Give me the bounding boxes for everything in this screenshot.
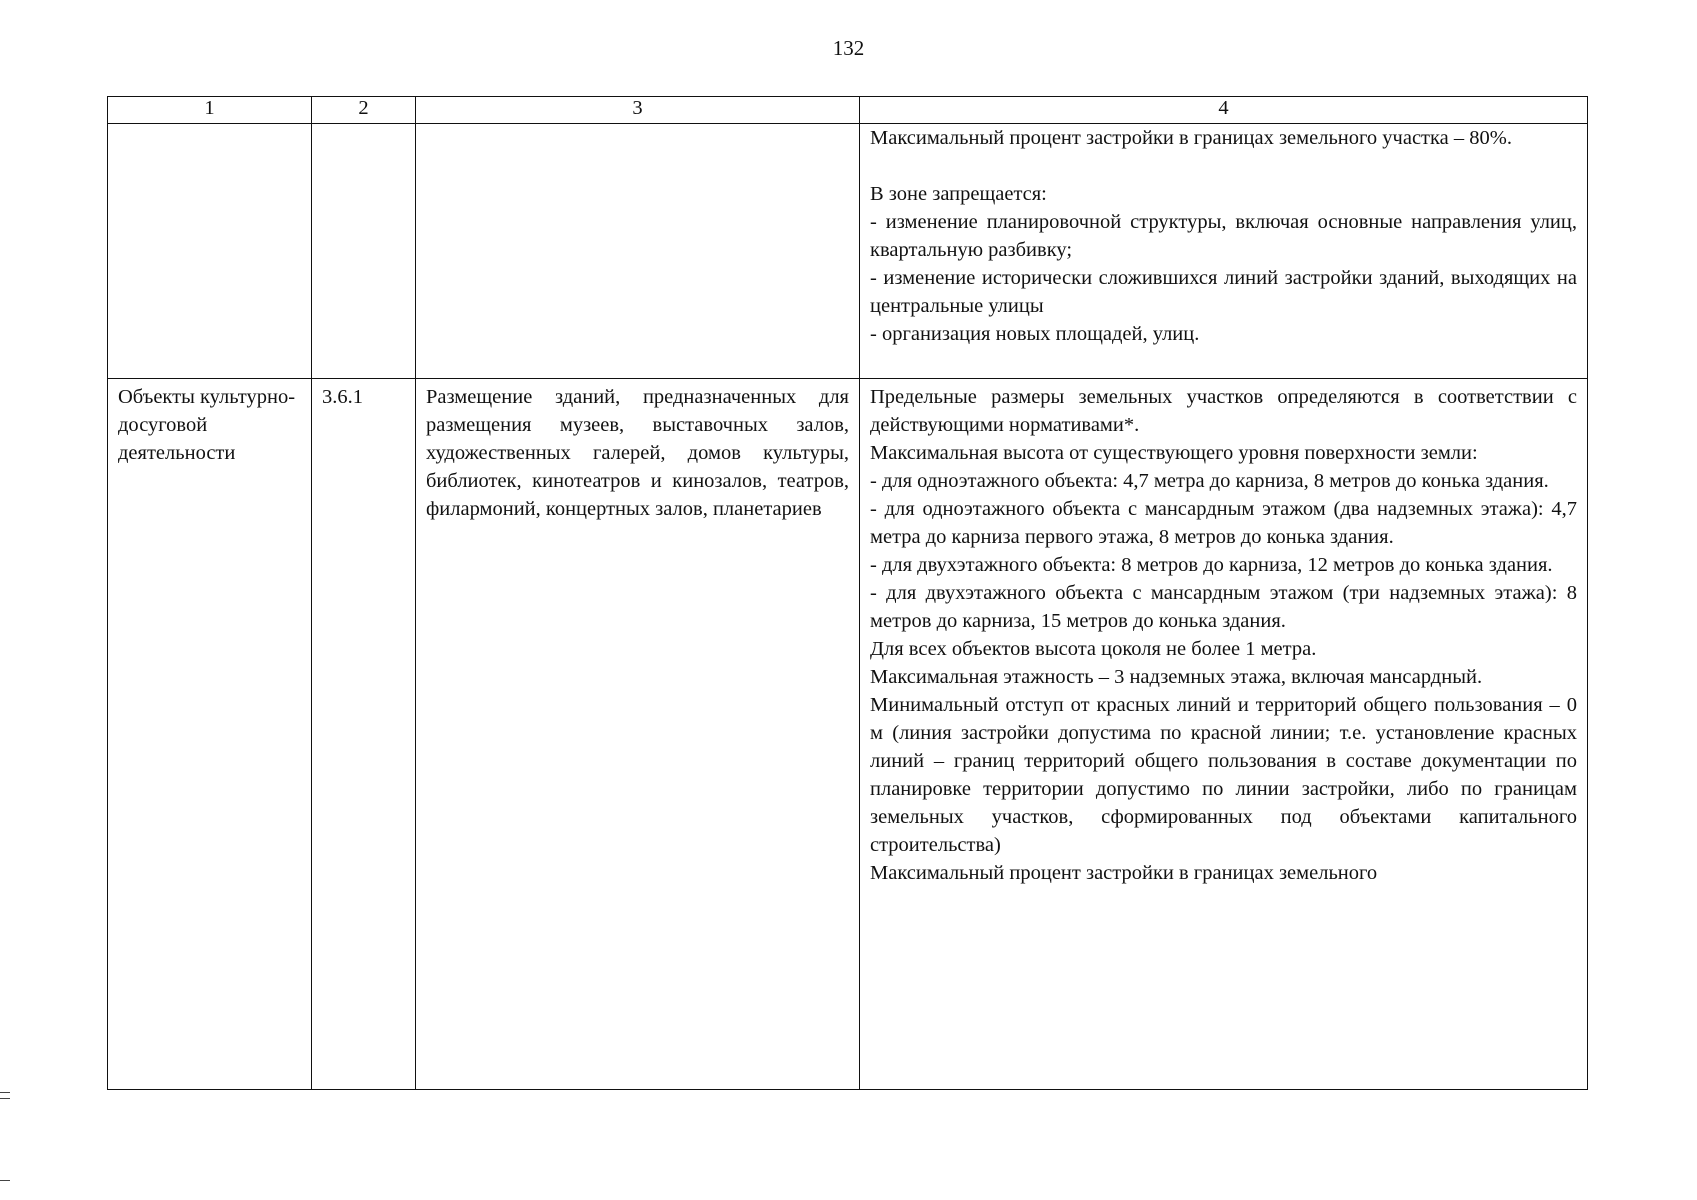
parameter-paragraph: - для одноэтажного объекта с мансардным этажом (два надземных этажа): 4,7 метра до карниза первого этажа, 8 метров до конька здания. <box>870 498 1577 548</box>
table-header-row <box>108 97 1588 124</box>
regulations-table <box>107 96 1588 1090</box>
description-cell: Размещение зданий, предназначенных для размещения музеев, выставочных залов, художественных галерей, домов культуры, библиотек, кинотеатров и кинозалов, театров, филармоний, концертных залов, планетариев <box>416 379 860 1090</box>
column-header-3: 3 <box>416 97 860 124</box>
parameter-paragraph: Минимальный отступ от красных линий и территорий общего пользования – 0 м (линия застройки допустима по красной линии; т.е. установление красных линий – границ территорий общего пользования в составе документации по планировке территории допустимо по линии застройки, либо по границам земельных участков, сформированных под объектами капитального строительства) <box>870 694 1577 856</box>
margin-mark <box>0 1098 10 1099</box>
prohibition-item: - изменение планировочной структуры, включая основные направления улиц, квартальную разбивку; <box>870 211 1577 261</box>
build-percent-paragraph: Максимальный процент застройки в границах земельного участка – 80%. <box>870 127 1512 149</box>
prohibitions-heading: В зоне запрещается: <box>870 183 1047 205</box>
margin-mark <box>0 1180 10 1181</box>
parameter-paragraph: Максимальная высота от существующего уровня поверхности земли: <box>870 442 1478 464</box>
cell-empty <box>416 124 860 379</box>
margin-mark <box>0 1092 10 1093</box>
parameter-paragraph: - для двухэтажного объекта с мансардным этажом (три надземных этажа): 8 метров до карниза, 15 метров до конька здания. <box>870 582 1577 632</box>
parameter-paragraph: Предельные размеры земельных участков определяются в соответствии с действующими нормативами*. <box>870 386 1577 436</box>
cell-empty <box>312 124 416 379</box>
table-row <box>108 124 1588 379</box>
parameter-paragraph: Максимальная этажность – 3 надземных этажа, включая мансардный. <box>870 666 1483 688</box>
parameter-paragraph: - для двухэтажного объекта: 8 метров до карниза, 12 метров до конька здания. <box>870 554 1553 576</box>
code-cell: 3.6.1 <box>312 379 416 1090</box>
prohibition-item: - изменение исторически сложившихся линий застройки зданий, выходящих на центральные улицы <box>870 267 1577 317</box>
parameters-cell <box>860 124 1588 379</box>
parameter-paragraph: Максимальный процент застройки в границах земельного <box>870 862 1378 884</box>
parameters-cell <box>860 379 1588 1090</box>
table-row <box>108 379 1588 1090</box>
column-header-4: 4 <box>860 97 1588 124</box>
object-type-cell: Объекты культурно-досуговой деятельности <box>108 379 312 1090</box>
parameter-paragraph: - для одноэтажного объекта: 4,7 метра до карниза, 8 метров до конька здания. <box>870 470 1549 492</box>
parameter-paragraph: Для всех объектов высота цоколя не более 1 метра. <box>870 638 1317 660</box>
cell-empty <box>108 124 312 379</box>
column-header-1: 1 <box>108 97 312 124</box>
prohibition-item: - организация новых площадей, улиц. <box>870 323 1200 345</box>
page-number: 132 <box>832 36 865 60</box>
paragraph-gap <box>870 152 1577 180</box>
column-header-2: 2 <box>312 97 416 124</box>
